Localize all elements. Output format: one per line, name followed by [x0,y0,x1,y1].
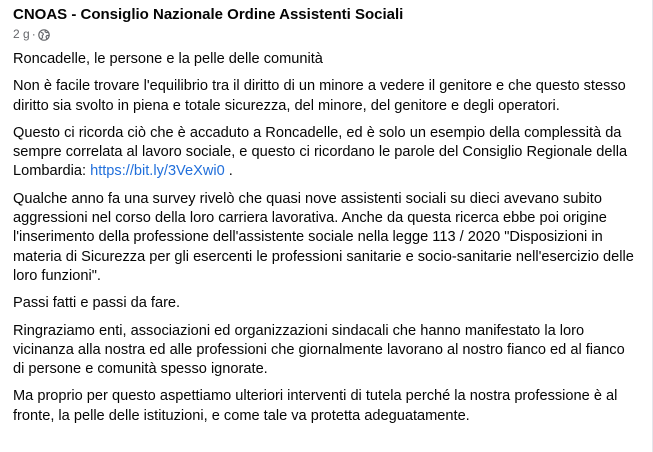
post-paragraph: Qualche anno fa una survey rivelò che quasi nove assistenti sociali su dieci avevano subito aggressioni nel corso della loro carriera lavorativa. Anche da questa ricerca ebbe poi origine l'inserimento della professione dell'assistente sociale nella legge 113 / 2020 "Disposizioni in materia di Sicurezza per gli esercenti le professioni sanitarie e socio-sanitarie nell'esercizio delle loro funzioni". [13,190,634,284]
post-body [13,50,638,426]
post-paragraph: Passi fatti e passi da fare. [13,295,181,312]
post-paragraph-text: . [224,163,233,180]
post-paragraph: Roncadelle, le persone e la pelle delle comunità [13,51,323,67]
post-paragraph: Non è facile trovare l'equilibrio tra il diritto di un minore a vedere il genitore e che questo stesso diritto sia svolto in piena e totale sicurezza, del minore, del genitore e degli operatori. [13,78,626,114]
post-link[interactable]: https://bit.ly/3VeXwi0 [90,163,225,180]
meta-separator: · [31,27,36,41]
post-meta [13,27,652,42]
post-paragraph: Ringraziamo enti, associazioni ed organizzazioni sindacali che hanno manifestato la loro vicinanza alla nostra ed alle professioni che giornalmente lavorano al nostro fianco ed al fianco di persone e comunità spesso ignorate. [13,322,625,378]
post-author-name[interactable]: CNOAS - Consiglio Nazionale Ordine Assistenti Sociali [13,6,404,23]
post-paragraph [13,124,638,182]
globe-icon[interactable] [38,29,50,41]
post-paragraph-text: Questo ci ricorda ciò che è accaduto a Roncadelle, ed è solo un esempio della complessità da sempre correlata al lavoro sociale, e questo ci ricordano le parole del Consiglio Regionale della Lombardia: [13,124,628,180]
post-timestamp[interactable]: 2 g [13,27,30,41]
post-paragraph: Ma proprio per questo aspettiamo ulteriori interventi di tutela perché la nostra professione è al fronte, la pelle delle istituzioni, e come tale va protetta adeguatamente. [13,388,618,424]
